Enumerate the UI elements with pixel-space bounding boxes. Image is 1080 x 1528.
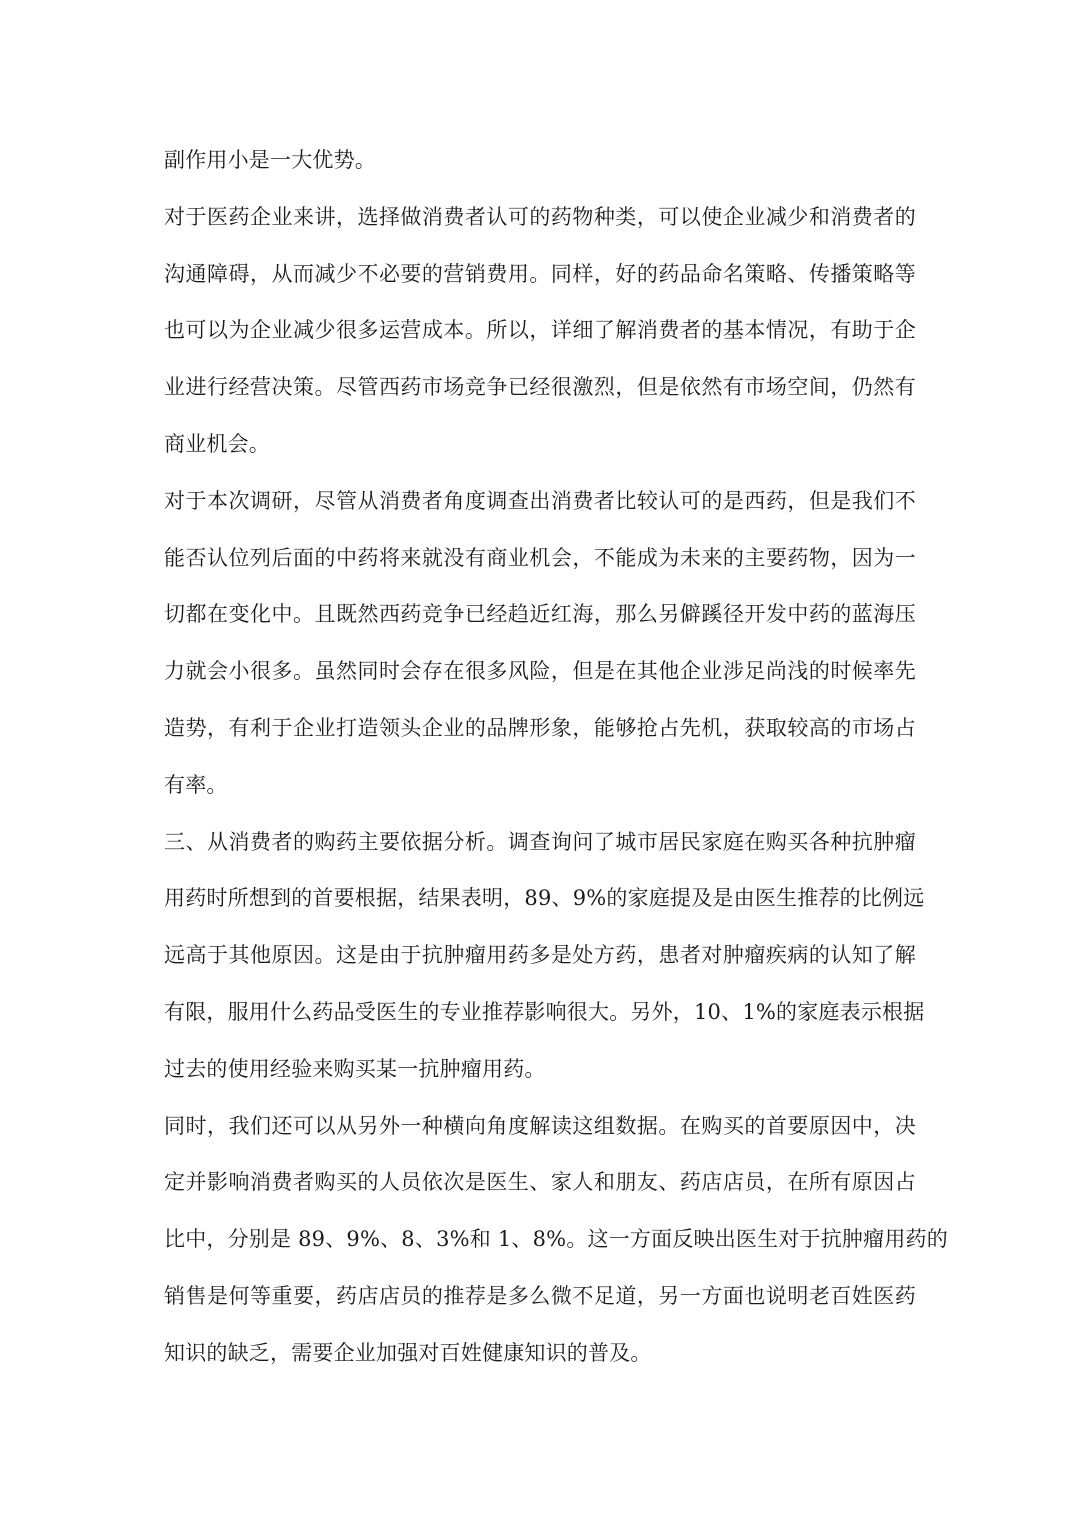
text-line: 知识的缺乏，需要企业加强对百姓健康知识的普及。 xyxy=(164,1340,652,1365)
paragraph xyxy=(164,814,925,1098)
text-line: 切都在变化中。且既然西药竞争已经趋近红海，那么另僻蹊径开发中药的蓝海压 xyxy=(164,602,916,627)
text-line: 有限，服用什么药品受医生的专业推荐影响很大。另外，10、1%的家庭表示根据 xyxy=(164,999,925,1024)
text-line: 沟通障碍，从而减少不必要的营销费用。同样，好的药品命名策略、传播策略等 xyxy=(164,261,916,286)
paragraph xyxy=(164,1098,948,1382)
text-line: 对于医药企业来讲，选择做消费者认可的药物种类，可以使企业减少和消费者的 xyxy=(164,204,916,229)
text-line: 远高于其他原因。这是由于抗肿瘤用药多是处方药，患者对肿瘤疾病的认知了解 xyxy=(164,943,916,968)
text-line: 用药时所想到的首要根据，结果表明，89、9%的家庭提及是由医生推荐的比例远 xyxy=(164,886,925,911)
text-line: 定并影响消费者购买的人员依次是医生、家人和朋友、药店店员，在所有原因占 xyxy=(164,1170,916,1195)
document-body xyxy=(164,132,948,1382)
text-line: 同时，我们还可以从另外一种横向角度解读这组数据。在购买的首要原因中，决 xyxy=(164,1113,916,1138)
text-line: 对于本次调研，尽管从消费者角度调查出消费者比较认可的是西药，但是我们不 xyxy=(164,488,916,513)
text-line: 也可以为企业减少很多运营成本。所以，详细了解消费者的基本情况，有助于企 xyxy=(164,318,916,343)
text-line: 能否认位列后面的中药将来就没有商业机会，不能成为未来的主要药物，因为一 xyxy=(164,545,916,570)
paragraph xyxy=(164,189,916,473)
text-line: 过去的使用经验来购买某一抗肿瘤用药。 xyxy=(164,1056,546,1081)
paragraph xyxy=(164,132,916,189)
text-line: 销售是何等重要，药店店员的推荐是多么微不足道，另一方面也说明老百姓医药 xyxy=(164,1283,916,1308)
text-line: 比中，分别是 89、9%、8、3%和 1、8%。这一方面反映出医生对于抗肿瘤用药的 xyxy=(164,1227,948,1252)
text-line: 业进行经营决策。尽管西药市场竞争已经很激烈，但是依然有市场空间，仍然有 xyxy=(164,375,916,400)
text-line: 力就会小很多。虽然同时会存在很多风险，但是在其他企业涉足尚浅的时候率先 xyxy=(164,659,916,684)
text-line: 造势，有利于企业打造领头企业的品牌形象，能够抢占先机，获取较高的市场占 xyxy=(164,715,916,740)
text-line: 有率。 xyxy=(164,772,228,797)
paragraph xyxy=(164,473,916,814)
text-line: 三、从消费者的购药主要依据分析。调查询问了城市居民家庭在购买各种抗肿瘤 xyxy=(164,829,916,854)
text-line: 商业机会。 xyxy=(164,431,270,456)
text-line: 副作用小是一大优势。 xyxy=(164,148,376,172)
